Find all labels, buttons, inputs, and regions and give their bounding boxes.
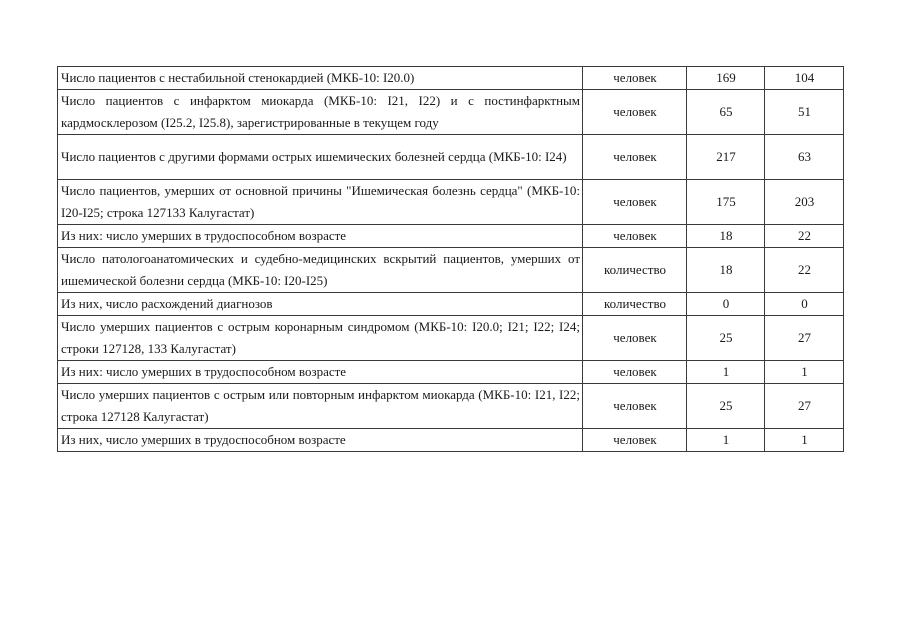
row-value-1: 1 <box>687 361 765 384</box>
row-value-2: 27 <box>765 316 844 361</box>
row-unit: человек <box>583 67 687 90</box>
row-description: Число пациентов с нестабильной стенокардией (МКБ-10: I20.0) <box>58 67 583 90</box>
row-value-2: 203 <box>765 180 844 225</box>
row-value-1: 175 <box>687 180 765 225</box>
row-value-1: 1 <box>687 429 765 452</box>
row-unit: человек <box>583 135 687 180</box>
table-row <box>58 135 844 180</box>
row-unit: человек <box>583 90 687 135</box>
row-value-1: 65 <box>687 90 765 135</box>
row-value-2: 1 <box>765 429 844 452</box>
row-value-1: 0 <box>687 293 765 316</box>
row-value-1: 217 <box>687 135 765 180</box>
row-value-2: 51 <box>765 90 844 135</box>
row-description: Число умерших пациентов с острым коронарным синдромом (МКБ-10: I20.0; I21; I22; I24; строки 127128, 133 Калугастат) <box>58 316 583 361</box>
row-description: Из них: число умерших в трудоспособном возрасте <box>58 225 583 248</box>
row-value-1: 169 <box>687 67 765 90</box>
row-description: Из них, число умерших в трудоспособном возрасте <box>58 429 583 452</box>
row-value-2: 104 <box>765 67 844 90</box>
row-value-2: 27 <box>765 384 844 429</box>
table-row <box>58 361 844 384</box>
row-unit: человек <box>583 429 687 452</box>
row-value-2: 0 <box>765 293 844 316</box>
table-row <box>58 429 844 452</box>
table-row <box>58 248 844 293</box>
row-description: Число пациентов с другими формами острых ишемических болезней сердца (МКБ-10: I24) <box>58 135 583 180</box>
row-value-2: 1 <box>765 361 844 384</box>
row-unit: количество <box>583 248 687 293</box>
table-row <box>58 225 844 248</box>
row-value-1: 25 <box>687 384 765 429</box>
table-row <box>58 316 844 361</box>
table-row <box>58 384 844 429</box>
row-value-2: 22 <box>765 225 844 248</box>
row-description: Из них, число расхождений диагнозов <box>58 293 583 316</box>
row-unit: количество <box>583 293 687 316</box>
row-description: Число пациентов, умерших от основной причины "Ишемическая болезнь сердца" (МКБ-10: I20-I25; строка 127133 Калугастат) <box>58 180 583 225</box>
row-unit: человек <box>583 225 687 248</box>
row-unit: человек <box>583 316 687 361</box>
row-description: Из них: число умерших в трудоспособном возрасте <box>58 361 583 384</box>
row-value-1: 18 <box>687 225 765 248</box>
row-value-2: 63 <box>765 135 844 180</box>
row-value-2: 22 <box>765 248 844 293</box>
row-description: Число пациентов с инфарктом миокарда (МКБ-10: I21, I22) и с постинфарктным кардмосклерозом (I25.2, I25.8), зарегистрированные в текущем году <box>58 90 583 135</box>
row-unit: человек <box>583 361 687 384</box>
row-unit: человек <box>583 180 687 225</box>
row-description: Число патологоанатомических и судебно-медицинских вскрытий пациентов, умерших от ишемической болезни сердца (МКБ-10: I20-I25) <box>58 248 583 293</box>
statistics-table <box>57 66 844 452</box>
table-row <box>58 180 844 225</box>
table-row <box>58 293 844 316</box>
row-value-1: 25 <box>687 316 765 361</box>
table-row <box>58 90 844 135</box>
row-description: Число умерших пациентов с острым или повторным инфарктом миокарда (МКБ-10: I21, I22; строка 127128 Калугастат) <box>58 384 583 429</box>
row-value-1: 18 <box>687 248 765 293</box>
row-unit: человек <box>583 384 687 429</box>
table-row <box>58 67 844 90</box>
